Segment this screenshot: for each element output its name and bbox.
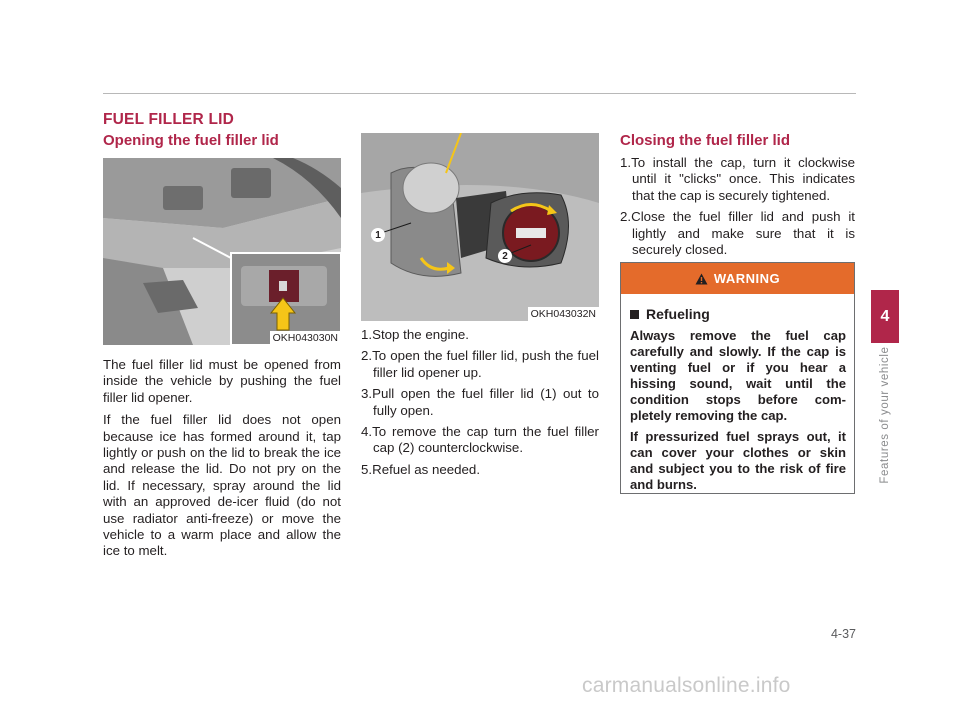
callout-1: 1 <box>371 228 385 242</box>
filler-lid-figure <box>361 133 599 321</box>
callout-2: 2 <box>498 249 512 263</box>
lid-opener-illustration <box>103 158 341 345</box>
opening-paragraph-1: The fuel filler lid must be opened from inside the vehicle by pushing the fuel filler lid opener. <box>103 357 341 405</box>
figure-code-2: OKH043032N <box>528 307 599 321</box>
bullet-square-icon <box>630 310 639 319</box>
warning-label: WARNING <box>713 271 781 286</box>
dashboard-figure <box>103 158 341 345</box>
step-item: 1.Stop the engine. <box>361 327 469 342</box>
chapter-title: Features of your vehicle <box>879 346 891 484</box>
section-title: FUEL FILLER LID <box>103 111 235 128</box>
step-item: 2.To open the fuel filler lid, push the fuel filler lid opener up. <box>361 348 599 380</box>
warning-triangle-icon <box>695 273 708 285</box>
closing-steps <box>620 155 855 263</box>
watermark: carmanualsonline.info <box>582 674 791 697</box>
warning-subtitle-text: Refueling <box>646 306 710 322</box>
step-item: 3.Pull open the fuel filler lid (1) out to fully open. <box>361 386 599 418</box>
closing-heading: Closing the fuel filler lid <box>620 132 791 149</box>
opening-heading: Opening the fuel filler lid <box>103 132 279 149</box>
filler-cap-illustration <box>361 133 599 321</box>
warning-subtitle <box>630 306 846 322</box>
warning-body <box>630 328 846 493</box>
warning-paragraph-1: Always remove the fuel cap carefully and slowly. If the cap is venting fuel or if you hear a hissing sound, wait until the condition stops before com- pletely removing the cap. <box>630 328 846 423</box>
page-number: 4-37 <box>830 627 856 641</box>
warning-paragraph-2: If pressurized fuel sprays out, it can cover your clothes or skin and subject you to the risk of fire and burns. <box>630 429 846 492</box>
opening-steps <box>361 327 599 483</box>
header-rule <box>103 93 856 94</box>
step-item: 1.To install the cap, turn it clockwise until it "clicks" once. This indicates that the cap is securely tightened. <box>620 155 855 203</box>
step-item: 2.Close the fuel filler lid and push it lightly and make sure that it is securely closed. <box>620 209 855 258</box>
chapter-tab: 4 <box>871 290 899 343</box>
warning-header <box>621 263 854 294</box>
warning-box <box>620 262 855 494</box>
opening-paragraph-2: If the fuel filler lid does not open because ice has formed around it, tap lightly or push on the lid to break the ice and release the lid. Do not pry on the lid. If necessary, spray around the lid with an approved de-icer fluid (do not use radiator anti-freeze) or move the vehicle to a warm place and allow the ice to melt. <box>103 412 341 559</box>
figure-code-1: OKH043030N <box>270 331 341 345</box>
step-item: 5.Refuel as needed. <box>361 461 481 477</box>
opening-body <box>103 357 341 566</box>
step-item: 4.To remove the cap turn the fuel filler cap (2) counterclockwise. <box>361 424 599 456</box>
